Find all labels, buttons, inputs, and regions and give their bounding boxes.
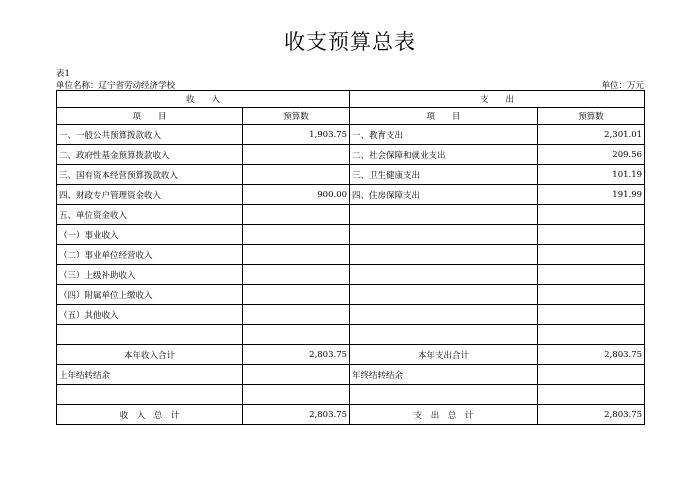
blank-row <box>57 325 645 345</box>
table-row <box>57 205 645 225</box>
income-value <box>243 205 350 225</box>
income-value <box>243 225 350 245</box>
income-value <box>243 265 350 285</box>
expense-value <box>538 205 645 225</box>
expense-label <box>350 245 538 265</box>
income-label: 四、财政专户管理资金收入 <box>57 185 243 205</box>
expense-label <box>350 225 538 245</box>
table-row <box>57 225 645 245</box>
expense-year-total-value: 2,803.75 <box>538 345 645 365</box>
expense-value <box>538 245 645 265</box>
income-label: 二、政府性基金预算拨款收入 <box>57 145 243 165</box>
table-row <box>57 245 645 265</box>
income-label: 五、单位资金收入 <box>57 205 243 225</box>
expense-label: 四、住房保障支出 <box>350 185 538 205</box>
expense-value: 191.99 <box>538 185 645 205</box>
income-grand-total-label: 收 入 总 计 <box>57 405 243 425</box>
expense-value <box>538 285 645 305</box>
empty-cell <box>350 325 538 345</box>
page-title: 收支预算总表 <box>284 30 416 54</box>
income-value <box>243 305 350 325</box>
expense-label <box>350 265 538 285</box>
expense-value <box>538 225 645 245</box>
empty-cell <box>243 385 350 405</box>
table-row <box>57 165 645 185</box>
expense-value <box>538 265 645 285</box>
table-row <box>57 285 645 305</box>
carry-in-value <box>243 365 350 385</box>
income-year-total-label: 本年收入合计 <box>57 345 243 365</box>
income-label: 三、国有资本经营预算拨款收入 <box>57 165 243 185</box>
empty-cell <box>57 325 243 345</box>
carry-out-value <box>538 365 645 385</box>
table-number: 表1 <box>56 69 70 79</box>
expense-label: 三、卫生健康支出 <box>350 165 538 185</box>
income-header: 收 入 <box>57 91 350 108</box>
income-label: （四）附属单位上缴收入 <box>57 285 243 305</box>
income-label: （五）其他收入 <box>57 305 243 325</box>
unit-label: 单位：万元 <box>601 81 644 91</box>
income-value: 1,903.75 <box>243 125 350 145</box>
income-value <box>243 285 350 305</box>
table-row <box>57 145 645 165</box>
budget-summary-table <box>56 90 645 425</box>
income-label: （三）上级补助收入 <box>57 265 243 285</box>
income-label: （二）事业单位经营收入 <box>57 245 243 265</box>
expense-header: 支 出 <box>350 91 645 108</box>
income-value <box>243 165 350 185</box>
income-value: 900.00 <box>243 185 350 205</box>
expense-label <box>350 205 538 225</box>
empty-cell <box>243 325 350 345</box>
expense-budget-header: 预算数 <box>538 108 645 125</box>
income-label: （一）事业收入 <box>57 225 243 245</box>
income-year-total-value: 2,803.75 <box>243 345 350 365</box>
carryover-row <box>57 365 645 385</box>
expense-grand-total-value: 2,803.75 <box>538 405 645 425</box>
expense-label <box>350 305 538 325</box>
table-row <box>57 185 645 205</box>
expense-label: 二、社会保障和就业支出 <box>350 145 538 165</box>
grand-total-row <box>57 405 645 425</box>
blank-row <box>57 385 645 405</box>
empty-cell <box>538 325 645 345</box>
empty-cell <box>57 385 243 405</box>
expense-grand-total-label: 支 出 总 计 <box>350 405 538 425</box>
income-item-header: 项 目 <box>57 108 243 125</box>
table-row <box>57 265 645 285</box>
expense-item-header: 项 目 <box>350 108 538 125</box>
expense-value <box>538 305 645 325</box>
expense-value: 209.56 <box>538 145 645 165</box>
carry-in-label: 上年结转结余 <box>57 365 243 385</box>
empty-cell <box>538 385 645 405</box>
expense-value: 2,301.01 <box>538 125 645 145</box>
expense-year-total-label: 本年支出合计 <box>350 345 538 365</box>
income-grand-total-value: 2,803.75 <box>243 405 350 425</box>
expense-label: 一、教育支出 <box>350 125 538 145</box>
income-value <box>243 245 350 265</box>
year-total-row <box>57 345 645 365</box>
empty-cell <box>350 385 538 405</box>
table-row <box>57 125 645 145</box>
unit-name: 单位名称：辽宁省劳动经济学校 <box>56 81 176 91</box>
table-row <box>57 305 645 325</box>
income-budget-header: 预算数 <box>243 108 350 125</box>
expense-value: 101.19 <box>538 165 645 185</box>
carry-out-label: 年终结转结余 <box>350 365 538 385</box>
section-header-row <box>57 91 645 108</box>
expense-label <box>350 285 538 305</box>
income-value <box>243 145 350 165</box>
income-label: 一、一般公共预算拨款收入 <box>57 125 243 145</box>
column-header-row <box>57 108 645 125</box>
